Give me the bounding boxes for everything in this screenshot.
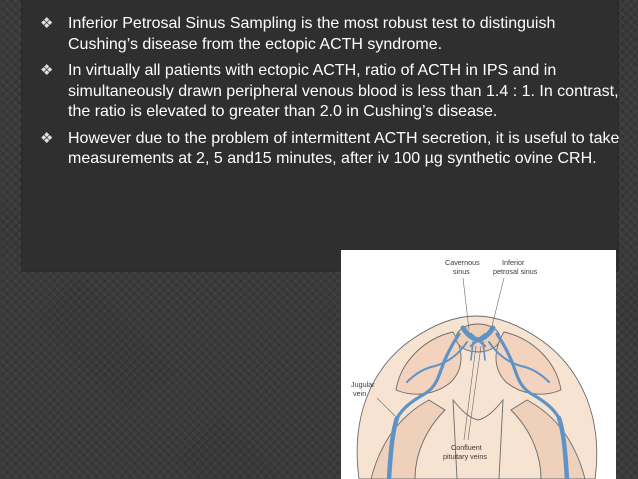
- bullet-list: [40, 14, 620, 170]
- diagram-illustration: [341, 250, 616, 479]
- bullet-icon: ❖: [40, 15, 54, 32]
- bullet-item: [40, 14, 620, 55]
- bullet-text: However due to the problem of intermittent ACTH secretion, it is useful to take measurements at 2, 5 and15 minutes, after iv 100 µg synthetic ovine CRH.: [68, 129, 620, 167]
- bullet-item: [40, 61, 620, 123]
- cavernous-sinus-label: sinus: [453, 267, 470, 276]
- bullet-item: [40, 129, 620, 170]
- bullet-text: Inferior Petrosal Sinus Sampling is the most robust test to distinguish Cushing’s disease from the ectopic ACTH syndrome.: [68, 15, 556, 53]
- petrosal-sinus-diagram: [341, 250, 616, 479]
- confluent-pituitary-veins-label: Confluent: [451, 443, 482, 452]
- jugular-vein-label: vein: [353, 389, 367, 398]
- confluent-pituitary-veins-label: pituitary veins: [443, 452, 487, 461]
- bullet-icon: ❖: [40, 62, 54, 79]
- inferior-petrosal-sinus-label: Inferior: [502, 258, 525, 267]
- inferior-petrosal-sinus-label: petrosal sinus: [493, 267, 538, 276]
- content-panel: [22, 0, 618, 271]
- jugular-vein-label: Jugular: [351, 380, 375, 389]
- cavernous-sinus-label: Cavernous: [445, 258, 480, 267]
- bullet-icon: ❖: [40, 129, 54, 147]
- bullet-text: In virtually all patients with ectopic ACTH, ratio of ACTH in IPS and in simultaneously drawn peripheral venous blood is less than 1.4 : 1. In contrast, the ratio is elevated to greater than 2.0 in Cushing’s disease.: [68, 62, 619, 120]
